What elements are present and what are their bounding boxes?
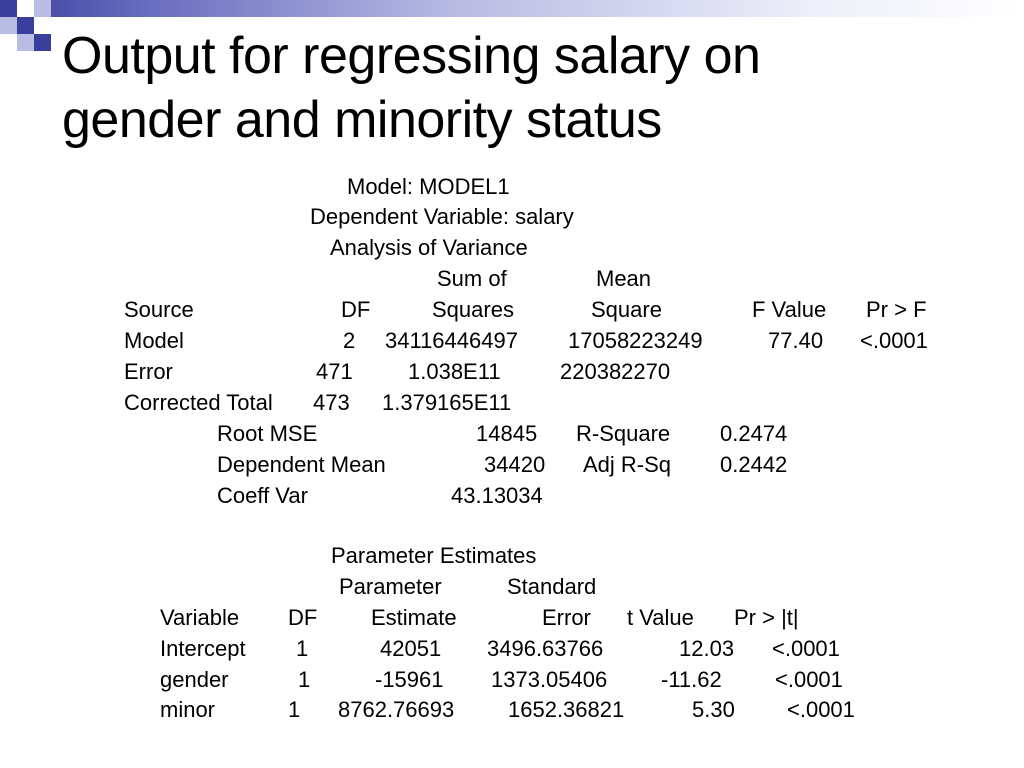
params-row-df: 1 <box>296 636 309 661</box>
anova-row-df: 471 <box>316 359 353 384</box>
anova-row-df: 473 <box>313 390 350 415</box>
anova-col-df: DF <box>341 297 371 322</box>
fit-value: 14845 <box>476 421 538 446</box>
header-gradient-bar <box>0 0 1024 17</box>
anova-row-ss: 1.038E11 <box>408 359 501 384</box>
anova-row-ms: 17058223249 <box>568 328 703 353</box>
anova-section-title: Analysis of Variance <box>330 235 528 260</box>
params-row-t: 5.30 <box>692 697 735 722</box>
anova-row-ms: 220382270 <box>560 359 671 384</box>
params-row-df: 1 <box>298 667 311 692</box>
params-row-p: <.0001 <box>772 636 840 661</box>
params-row-se: 1652.36821 <box>508 697 625 722</box>
fit-label: Root MSE <box>217 421 318 446</box>
decor-square <box>17 17 34 34</box>
params-col-df: DF <box>288 605 318 630</box>
params-col-variable: Variable <box>160 605 240 630</box>
params-row-p: <.0001 <box>775 667 843 692</box>
params-header-parameter: Parameter <box>339 574 442 599</box>
fit-value-2: 0.2442 <box>720 452 788 477</box>
params-section-title: Parameter Estimates <box>331 543 537 568</box>
fit-label: Dependent Mean <box>217 452 386 477</box>
anova-col-fvalue: F Value <box>752 297 827 322</box>
params-col-pr: Pr > |t| <box>734 605 799 630</box>
anova-row-source: Model <box>124 328 184 353</box>
anova-dependent-variable: Dependent Variable: salary <box>310 204 574 229</box>
anova-row-source: Error <box>124 359 173 384</box>
fit-value-2: 0.2474 <box>720 421 788 446</box>
decor-square <box>34 0 51 17</box>
title-line-2: gender and minority status <box>62 91 662 149</box>
decor-square <box>0 34 17 51</box>
decor-square <box>0 0 17 17</box>
fit-label-2: Adj R-Sq <box>583 452 672 477</box>
fit-label: Coeff Var <box>217 483 308 508</box>
anova-row-source: Corrected Total <box>124 390 273 415</box>
anova-col-squares: Squares <box>432 297 514 322</box>
params-row-estimate: -15961 <box>375 667 444 692</box>
decor-square <box>34 34 51 51</box>
anova-row-df: 2 <box>343 328 356 353</box>
anova-row-ss: 34116446497 <box>385 328 518 353</box>
anova-col-pr: Pr > F <box>866 297 927 322</box>
params-row-variable: Intercept <box>160 636 246 661</box>
anova-col-source: Source <box>124 297 194 322</box>
anova-row-f: 77.40 <box>768 328 824 353</box>
decor-square <box>17 0 34 17</box>
params-row-variable: gender <box>160 667 229 692</box>
anova-row-p: <.0001 <box>860 328 928 353</box>
params-row-variable: minor <box>160 697 216 722</box>
params-col-error: Error <box>542 605 591 630</box>
params-row-df: 1 <box>288 697 301 722</box>
params-header-standard: Standard <box>507 574 597 599</box>
decor-square <box>0 17 17 34</box>
anova-model-label: Model: MODEL1 <box>347 174 510 199</box>
fit-label-2: R-Square <box>576 421 671 446</box>
params-row-se: 1373.05406 <box>491 667 608 692</box>
anova-col-square: Square <box>591 297 662 322</box>
params-row-t: -11.62 <box>661 667 722 692</box>
anova-header-sum-of: Sum of <box>437 266 507 291</box>
params-row-estimate: 8762.76693 <box>338 697 455 722</box>
decor-square <box>17 34 34 51</box>
params-row-p: <.0001 <box>787 697 855 722</box>
params-row-estimate: 42051 <box>380 636 442 661</box>
fit-value: 43.13034 <box>451 483 543 508</box>
page-title <box>62 24 1002 152</box>
title-line-1: Output for regressing salary on <box>62 27 761 85</box>
params-row-t: 12.03 <box>679 636 735 661</box>
params-col-tvalue: t Value <box>627 605 694 630</box>
params-col-estimate: Estimate <box>371 605 457 630</box>
fit-value: 34420 <box>484 452 546 477</box>
params-row-se: 3496.63766 <box>487 636 604 661</box>
anova-header-mean: Mean <box>596 266 652 291</box>
anova-row-ss: 1.379165E11 <box>382 390 512 415</box>
